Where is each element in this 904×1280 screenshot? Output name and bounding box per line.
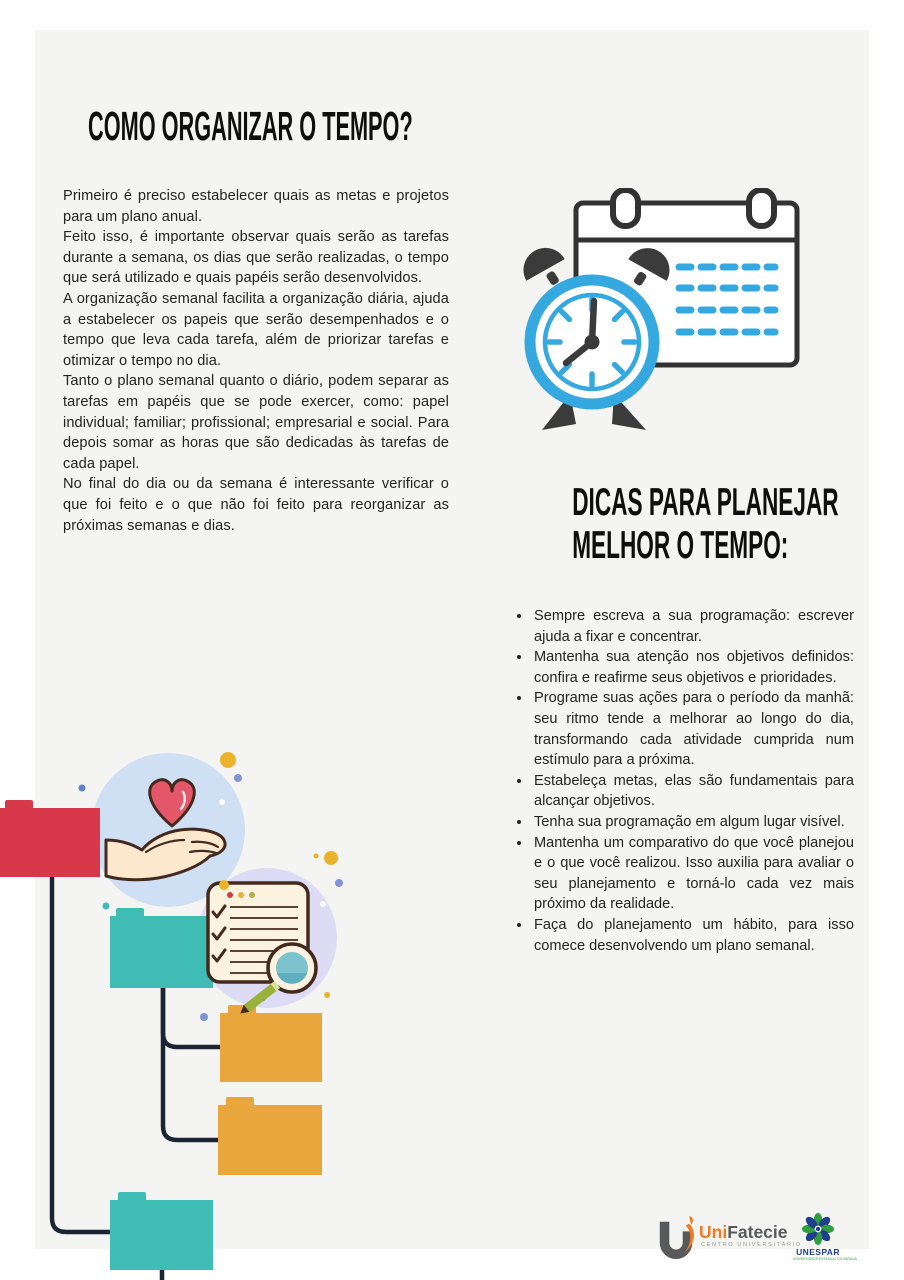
- page-title: [88, 103, 701, 150]
- tip-item: • Mantenha sua atenção nos objetivos definidos: confira e reafirme seus objetivos e prioridades.: [532, 647, 854, 688]
- tips-heading: [505, 481, 839, 567]
- tips-list: [514, 606, 854, 956]
- alarm-clock-calendar-icon: [500, 188, 805, 440]
- intro-text-block: [63, 186, 449, 536]
- tip-item: • Tenha sua programação em algum lugar visível.: [532, 812, 854, 833]
- tips-heading-line2: MELHOR O TEMPO:: [572, 524, 789, 567]
- unespar-flower-icon: [800, 1212, 836, 1246]
- unespar-logo: [793, 1212, 857, 1261]
- tips-heading-line1: DICAS PARA PLANEJAR: [572, 481, 839, 524]
- unifatecie-subtitle: CENTRO UNIVERSITÁRIO: [701, 1242, 802, 1248]
- intro-paragraph: Feito isso, é importante observar quais serão as tarefas durante a semana, os dias que serão realizadas, o tempo que será utilizado e quais papéis serão desenvolvidos.: [63, 229, 449, 287]
- tip-item: • Faça do planejamento um hábito, para isso comece desenvolvendo um plano semanal.: [532, 915, 854, 956]
- intro-paragraph: Primeiro é preciso estabelecer quais as metas e projetos para um plano anual.: [63, 188, 449, 225]
- intro-paragraph: A organização semanal facilita a organização diária, ajuda a estabelecer os papeis que serão desempenhados e o tempo que leva cada tarefa, além de priorizar tarefas e otimizar o tempo no dia.: [63, 290, 449, 369]
- intro-paragraph: No final do dia ou da semana é interessante verificar o que foi feito e o que não foi feito para reorganizar as próximas semanas e dias.: [63, 476, 449, 534]
- folder-tree-illustration: [0, 740, 360, 1280]
- tip-item: • Programe suas ações para o período da manhã: seu ritmo tende a melhorar ao longo do dia, transformando cada atividade cumprida num estímulo para a próxima.: [532, 688, 854, 770]
- tip-item: • Sempre escreva a sua programação: escrever ajuda a fixar e concentrar.: [532, 606, 854, 647]
- unifatecie-name: UniFatecie: [699, 1222, 788, 1242]
- tips-block: [514, 606, 854, 956]
- page-title-text: COMO ORGANIZAR O TEMPO?: [88, 103, 413, 149]
- unifatecie-u-icon: [655, 1216, 697, 1260]
- tip-item: • Estabeleça metas, elas são fundamentais para alcançar objetivos.: [532, 771, 854, 812]
- unespar-subtitle: UNIVERSIDADE ESTADUAL DO PARANÁ: [793, 1257, 857, 1261]
- tip-item: • Mantenha um comparativo do que você planejou e o que você realizou. Isso auxilia para avaliar o seu planejamento e torná-lo cada vez mais próximo da realidade.: [532, 833, 854, 915]
- unespar-name: UNESPAR: [796, 1247, 840, 1257]
- unifatecie-logo: [655, 1216, 802, 1258]
- intro-paragraph: Tanto o plano semanal quanto o diário, podem separar as tarefas em papéis que se pode exercer, como: papel individual; familiar; profissional; empresarial e social. Para depois somar as horas que são dedicadas às tarefas de cada papel.: [63, 373, 449, 472]
